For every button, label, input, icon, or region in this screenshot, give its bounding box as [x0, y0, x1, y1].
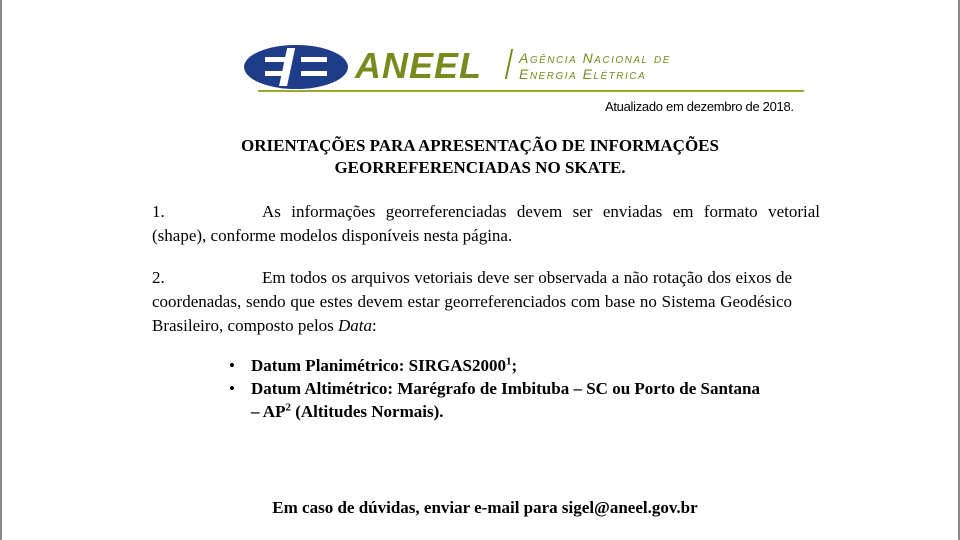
bullet-icon: •: [229, 379, 235, 398]
header-rule: [258, 90, 804, 92]
item-1: [152, 200, 820, 248]
brand-divider: [505, 49, 513, 79]
brand-subtitle-line2: Energia Elétrica: [519, 66, 647, 82]
bullet-text-end: (Altitudes Normais).: [290, 402, 444, 421]
aneel-emblem-icon: [243, 44, 349, 90]
title-line2: GEORREFERENCIADAS NO SKATE.: [334, 158, 626, 177]
contact-line: Em caso de dúvidas, enviar e-mail para sigel@aneel.gov.br: [272, 498, 698, 517]
footnote-ref: 1: [505, 355, 512, 368]
item-text: Em todos os arquivos vetoriais deve ser observada a não rotação dos eixos de coordenadas, sendo que estes devem estar georreferenciados com base no Sistema Geodésico Brasileiro, composto pelos: [152, 268, 792, 335]
datum-list: [227, 354, 787, 423]
title-line1: ORIENTAÇÕES PARA APRESENTAÇÃO DE INFORMAÇÕES: [241, 136, 719, 155]
item-number: 2.: [152, 268, 165, 287]
bullet-text-end: ;: [511, 356, 518, 375]
bullet-text: Datum Altimétrico: Marégrafo de Imbituba – SC ou Porto de Santana: [251, 379, 761, 398]
updated-date: Atualizado em dezembro de 2018.: [605, 99, 794, 114]
left-border: [0, 0, 2, 540]
bullet-icon: •: [229, 356, 235, 375]
document-title: [180, 135, 780, 179]
list-item: [227, 354, 787, 377]
item-text-italic: Data: [338, 316, 373, 335]
list-item: [227, 377, 787, 423]
item-2: [152, 266, 792, 338]
brand-name: ANEEL: [355, 45, 483, 86]
item-text-end: :: [372, 316, 377, 335]
bullet-text-line2: – AP: [251, 402, 286, 421]
brand-subtitle: [519, 50, 671, 82]
footnote-ref: 2: [285, 401, 291, 414]
item-number: 1.: [152, 202, 165, 221]
bullet-text: Datum Planimétrico: SIRGAS2000: [251, 356, 506, 375]
brand-subtitle-line1: Agência Nacional de: [519, 50, 671, 66]
item-text: As informações georreferenciadas devem ser enviadas em formato vetorial (shape), conforme modelos disponíveis nesta página.: [152, 202, 820, 245]
